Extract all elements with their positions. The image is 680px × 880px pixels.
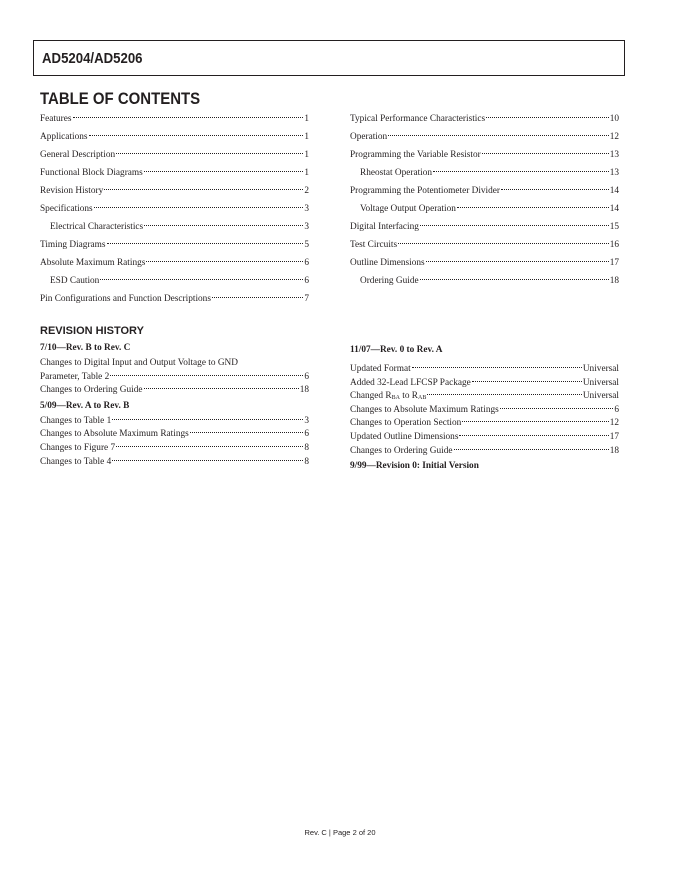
dot-leader <box>500 408 614 409</box>
dot-leader <box>420 225 609 226</box>
dot-leader <box>100 279 303 280</box>
rev-b-line-page: 6 <box>304 429 309 440</box>
rev-b-line-label: Changes to Absolute Maximum Ratings <box>40 429 189 440</box>
dot-leader <box>412 367 582 368</box>
toc-entry-page: 17 <box>609 258 619 268</box>
subscript-ba: BA <box>391 395 400 402</box>
dot-leader <box>112 460 303 461</box>
toc-entry-label: Pin Configurations and Function Descriptions <box>40 294 211 304</box>
rev-b-line-page: 8 <box>304 456 309 467</box>
toc-entry-page: 2 <box>304 186 309 196</box>
rev-b-line-page: 3 <box>304 415 309 426</box>
toc-entry-label: Programming the Variable Resistor <box>350 150 481 160</box>
dot-leader <box>190 432 304 433</box>
toc-entry <box>40 290 309 308</box>
toc-entry-page: 18 <box>609 276 619 286</box>
rev-b-title: 5/09—Rev. A to Rev. B <box>40 400 130 411</box>
toc-entry-label: Voltage Output Operation <box>360 204 456 214</box>
dot-leader <box>486 117 609 118</box>
rev-c-line <box>40 384 309 398</box>
rev-entry-label: Parameter, Table 2 <box>40 371 110 382</box>
revision-history-left-column <box>40 340 309 469</box>
rev-a-line-label: Changes to Operation Section <box>350 418 462 429</box>
toc-entry <box>40 272 309 290</box>
toc-entry-page: 6 <box>304 276 309 286</box>
rev-a-entries <box>350 404 619 458</box>
dot-leader <box>116 446 303 447</box>
toc-entry-page: 3 <box>304 222 309 232</box>
revision-history-right-column <box>350 340 619 475</box>
dot-leader <box>482 153 609 154</box>
rev-a-line <box>350 417 619 431</box>
toc-entry-page: 13 <box>609 168 619 178</box>
rev-entry-page: Universal <box>582 377 619 388</box>
toc-entry <box>350 218 619 236</box>
toc-heading: TABLE OF CONTENTS <box>40 89 201 108</box>
toc-entry-label: Specifications <box>40 204 93 214</box>
toc-entry-label: Rheostat Operation <box>360 168 433 178</box>
toc-entry-page: 1 <box>304 150 309 160</box>
toc-left-column <box>40 110 309 308</box>
toc-entry-page: 15 <box>609 222 619 232</box>
rev-a-line <box>350 445 619 459</box>
rev-entry-page: Universal <box>582 364 619 374</box>
rev-a-line <box>350 431 619 445</box>
rev-a-line <box>350 390 619 404</box>
rev-a-line-label: Changes to Absolute Maximum Ratings <box>350 404 499 415</box>
dot-leader <box>454 449 609 450</box>
dot-leader <box>426 261 609 262</box>
rev-entry-label <box>350 390 426 405</box>
toc-entry <box>350 254 619 272</box>
revision-history-heading: REVISION HISTORY <box>40 325 144 337</box>
rev-entry-page: Universal <box>582 391 619 402</box>
toc-right-column <box>350 110 619 290</box>
toc-entry-page: 1 <box>304 132 309 142</box>
rev-a-line-page: 6 <box>614 404 619 415</box>
toc-entry-label: General Description <box>40 150 116 160</box>
toc-entry <box>350 164 619 182</box>
toc-entry <box>350 272 619 290</box>
toc-entry-label: Applications <box>40 132 88 142</box>
document-part-number: AD5204/AD5206 <box>42 50 143 67</box>
dot-leader <box>144 171 304 172</box>
toc-entry-label: Programming the Potentiometer Divider <box>350 186 501 196</box>
dot-leader <box>472 381 582 382</box>
dot-leader <box>212 297 303 298</box>
toc-entry-label: Features <box>40 114 72 124</box>
toc-entry-label: Outline Dimensions <box>350 258 425 268</box>
toc-entry-label: Absolute Maximum Ratings <box>40 258 146 268</box>
dot-leader <box>462 421 608 422</box>
rev-b-line <box>40 428 309 442</box>
dot-leader <box>427 394 581 395</box>
toc-entry-page: 14 <box>609 204 619 214</box>
rev-b-entries <box>40 415 309 469</box>
rev-b-line-label: Changes to Figure 7 <box>40 442 116 453</box>
dot-leader <box>144 225 303 226</box>
toc-entry <box>40 128 309 146</box>
dot-leader <box>398 243 609 244</box>
rev-a-title: 11/07—Rev. 0 to Rev. A <box>350 345 443 355</box>
toc-entry <box>40 218 309 236</box>
dot-leader <box>459 435 608 436</box>
rev-entry-label-part: to R <box>399 391 419 402</box>
rev-a-line-page: 12 <box>609 418 619 429</box>
rev-entry-page: 18 <box>299 385 309 396</box>
toc-entry-page: 16 <box>609 240 619 250</box>
rev-a-line <box>350 377 619 391</box>
rev-a-line-page: 18 <box>609 445 619 456</box>
toc-entry <box>350 146 619 164</box>
dot-leader <box>146 261 303 262</box>
dot-leader <box>457 207 609 208</box>
rev-entry-label: Changes to Ordering Guide <box>40 385 143 396</box>
rev-b-line-page: 8 <box>304 442 309 453</box>
toc-entry-page: 6 <box>304 258 309 268</box>
dot-leader <box>110 375 303 376</box>
dot-leader <box>89 135 304 136</box>
dot-leader <box>107 243 304 244</box>
toc-entry-label: Functional Block Diagrams <box>40 168 143 178</box>
rev-b-line <box>40 442 309 456</box>
toc-entry-page: 14 <box>609 186 619 196</box>
rev-entry-label: Updated Format <box>350 364 411 374</box>
dot-leader <box>116 153 303 154</box>
toc-entry-label: Digital Interfacing <box>350 222 419 232</box>
rev-c-title: 7/10—Rev. B to Rev. C <box>40 343 131 353</box>
rev-entry-page: 6 <box>304 371 309 382</box>
toc-entry <box>350 200 619 218</box>
dot-leader <box>112 419 303 420</box>
toc-entry-label: Operation <box>350 132 388 142</box>
rev-b-line-label: Changes to Table 4 <box>40 456 112 467</box>
toc-entry <box>350 182 619 200</box>
rev-entry-label-part: Changed R <box>350 391 392 402</box>
document-header <box>33 40 625 76</box>
toc-entry-page: 1 <box>304 168 309 178</box>
toc-entry-label: Electrical Characteristics <box>50 222 144 232</box>
toc-entry-label: Typical Performance Characteristics <box>350 114 486 124</box>
rev-b-line <box>40 456 309 470</box>
dot-leader <box>388 135 609 136</box>
toc-entry <box>350 128 619 146</box>
toc-entry-page: 1 <box>304 114 309 124</box>
dot-leader <box>501 189 609 190</box>
toc-entry-label: Ordering Guide <box>360 276 419 286</box>
dot-leader <box>420 279 609 280</box>
toc-entry <box>40 182 309 200</box>
rev-a-line <box>350 404 619 418</box>
toc-entry-label: Timing Diagrams <box>40 240 106 250</box>
toc-entry <box>40 236 309 254</box>
toc-entry <box>40 254 309 272</box>
dot-leader <box>433 171 609 172</box>
toc-entry-page: 10 <box>609 114 619 124</box>
toc-entry <box>40 110 309 128</box>
rev-c-line: Changes to Digital Input and Output Voltage to GND <box>40 358 238 368</box>
toc-entry-label: ESD Caution <box>50 276 100 286</box>
toc-entry <box>40 146 309 164</box>
rev-entry-label: Added 32-Lead LFCSP Package <box>350 377 471 388</box>
dot-leader <box>104 189 303 190</box>
toc-entry-page: 5 <box>304 240 309 250</box>
toc-entry <box>350 236 619 254</box>
dot-leader <box>94 207 304 208</box>
rev-0-title: 9/99—Revision 0: Initial Version <box>350 461 479 472</box>
subscript-ab: AB <box>418 395 427 402</box>
rev-a-line-label: Changes to Ordering Guide <box>350 445 453 456</box>
toc-entry <box>40 164 309 182</box>
rev-a-line-label: Updated Outline Dimensions <box>350 431 459 442</box>
rev-b-line <box>40 415 309 429</box>
rev-a-line-page: 17 <box>609 431 619 442</box>
dot-leader <box>144 388 299 389</box>
toc-entry-label: Test Circuits <box>350 240 398 250</box>
toc-entry-page: 3 <box>304 204 309 214</box>
toc-entry-page: 7 <box>304 294 309 304</box>
toc-entry-page: 13 <box>609 150 619 160</box>
rev-b-line-label: Changes to Table 1 <box>40 415 112 426</box>
rev-a-line <box>350 363 619 377</box>
toc-entry-page: 12 <box>609 132 619 142</box>
rev-c-line <box>40 371 309 385</box>
toc-entry <box>350 110 619 128</box>
toc-entry-label: Revision History <box>40 186 104 196</box>
page-footer: Rev. C | Page 2 of 20 <box>304 828 376 837</box>
toc-entry <box>40 200 309 218</box>
dot-leader <box>73 117 304 118</box>
